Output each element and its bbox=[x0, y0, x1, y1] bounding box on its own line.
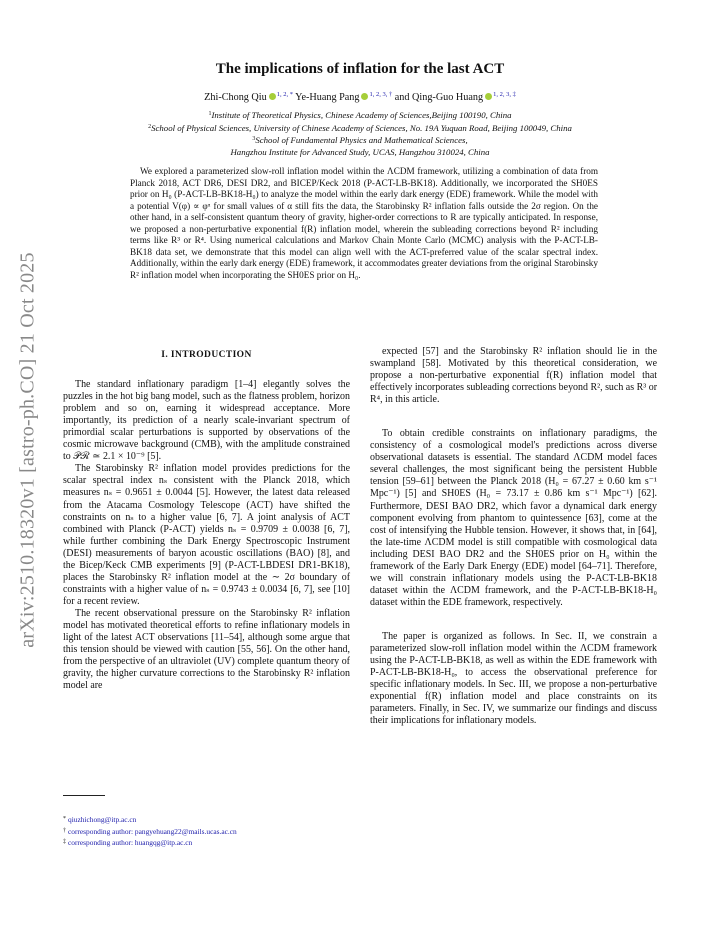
author-affil-marker[interactable]: 1, 2, 3, ‡ bbox=[493, 91, 516, 98]
affiliation-line: $^3$School of Fundamental Physics and Mathematical Sciences, bbox=[252, 135, 468, 146]
section-heading: I. INTRODUCTION bbox=[161, 350, 252, 360]
author-affil-marker[interactable]: 1, 2, * bbox=[276, 91, 293, 98]
body-paragraph: The standard inflationary paradigm [1–4] elegantly solves the puzzles in the hot big bang model, such as the flatness problem, horizon problem and so on, earning it widespread acceptance. More importantly, its prediction of a nearly scale-invariant spectrum of primordial scalar perturbations is supported by observations of the cosmic microwave background (CMB), with the amplitude constrained to 𝒫ℛ ≃ 2.1 × 10⁻⁹ [5]. bbox=[63, 379, 350, 463]
abstract: We explored a parameterized slow-roll inflation model within the ΛCDM framework, utilizing a combination of data from Planck 2018, ACT DR6, DESI DR2, and BICEP/Keck 2018 (P-ACT-LB-BK18). Additionally, we incorporated the SH0ES prior on H₀ (P-ACT-LB-BK18-H₀) to analyze the model within the early dark energy (EDE) framework. While the model with a potential V(φ) ∝ φᵅ for small values of α still fits the data, the Starobinsky R² inflation falls outside the 2σ region. On the other hand, in a self-consistent quantum theory of gravity, higher-order corrections to R are typically anticipated. In response, we proposed a non-perturbative exponential f(R) inflation model, wherein the subleading corrections beyond R² including terms like R³ or R⁴. Using numerical calculations and Markov Chain Monte Carlo (MCMC) analysis with the P-ACT-LB-BK18 data set, we demonstrate that this model can align well with the ACT-preferred value of the scalar spectral index. Additionally, within the early dark energy (EDE) framework, it accommodates greater deviations from the original Starobinsky R² inflation model when incorporating the SH0ES prior on H₀. bbox=[130, 166, 598, 280]
affiliation-line: $^2$School of Physical Sciences, University of Chinese Academy of Sciences, No. 19A Yuquan Road, Beijing 100049, China bbox=[148, 122, 572, 133]
author-conjunction: and bbox=[394, 92, 410, 103]
body-paragraph: The paper is organized as follows. In Sec. II, we constrain a parameterized slow-roll inflation model within the ΛCDM framework using the P-ACT-LB-BK18, as well as within the EDE framework with P-ACT-LB-BK18-H₀, to access the observational preference for specific inflationary models. In Sec. III, we propose a non-perturbative exponential f(R) inflation model and place constraints on its parameters. Finally, in Sec. IV, we summarize our findings and discuss their implications for inflationary models. bbox=[370, 630, 657, 727]
author-name: Ye-Huang Pang bbox=[295, 92, 360, 103]
arxiv-identifier: arXiv:2510.18320v1 [astro-ph.CO] 21 Oct 2025 bbox=[16, 252, 39, 648]
email-link[interactable]: corresponding author: pangyehuang22@mails.ucas.ac.cn bbox=[68, 826, 237, 836]
footnote: † corresponding author: pangyehuang22@mails.ucas.ac.cn bbox=[63, 826, 237, 836]
column-left bbox=[63, 346, 350, 692]
body-paragraph: The recent observational pressure on the Starobinsky R² inflation model has motivated theoretical efforts to refine inflationary models in light of the latest ACT observations [11–54], although some argue that this tension should be viewed with caution [55, 56]. On the other hand, from the perspective of an ultraviolet (UV) complete quantum theory of gravity, the higher curvature corrections to the Starobinsky R² inflation model are bbox=[63, 607, 350, 692]
footnote-rule bbox=[63, 795, 105, 796]
author-name: Qing-Guo Huang bbox=[412, 92, 484, 103]
author-name: Zhi-Chong Qiu bbox=[204, 92, 267, 103]
affiliation-line: Hangzhou Institute for Advanced Study, UCAS, Hangzhou 310024, China bbox=[230, 146, 490, 157]
author-affil-marker[interactable]: 1, 2, 3, † bbox=[369, 91, 393, 98]
body-paragraph: expected [57] and the Starobinsky R² inflation should lie in the swampland [58]. Motivated by this theoretical consideration, we propose a non-perturbative exponential f(R) inflation model that effectively incorporates subleading corrections beyond R², such as R³ or R⁴, in this article. bbox=[370, 346, 657, 406]
paper-title: The implications of inflation for the last ACT bbox=[215, 61, 505, 77]
arxiv-sidebar bbox=[6, 190, 50, 710]
email-link[interactable]: qiuzhichong@itp.ac.cn bbox=[68, 815, 137, 824]
footnotes bbox=[63, 814, 353, 849]
email-link[interactable]: corresponding author: huangqg@itp.ac.cn bbox=[68, 838, 193, 848]
author-list bbox=[0, 91, 720, 103]
footnote: * qiuzhichong@itp.ac.cn bbox=[63, 815, 137, 824]
orcid-icon[interactable] bbox=[361, 93, 368, 100]
footnote: ‡ corresponding author: huangqg@itp.ac.cn bbox=[63, 838, 193, 848]
column-right bbox=[370, 346, 657, 727]
body-paragraph: The Starobinsky R² inflation model provides predictions for the scalar spectral index nₛ consistent with the Planck 2018, which measures nₛ = 0.9651 ± 0.0044 [5]. However, the latest data released from the Atacama Cosmology Telescope (ACT) have shifted the constraints on nₛ to a higher value [6, 7]. A joint analysis of ACT combined with Planck (P-ACT) yields nₛ = 0.9709 ± 0.0038 [6, 7], while further combining the Dark Energy Spectroscopic Instrument (DESI) measurements of baryon acoustic oscillations (BAO) [8], and the Bicep/Keck CMB experiments [9] (P-ACT-LBDESI DR1-BK18), places the Starobinsky R² inflation model at the ∼ 2σ boundary of constraints with a higher value of nₛ = 0.9743 ± 0.0034 [6, 7], see [10] for a recent review. bbox=[63, 463, 350, 607]
orcid-icon[interactable] bbox=[485, 93, 492, 100]
body-paragraph: To obtain credible constraints on inflationary paradigms, the consistency of a cosmological model's predictions across diverse observational datasets is essential. The standard ΛCDM model faces several challenges, the most significant being the persistent Hubble tension [59–61] between the Planck 2018 (H₀ = 67.27 ± 0.60 km s⁻¹ Mpc⁻¹) [5] and SH0ES (H₀ = 73.17 ± 0.86 km s⁻¹ Mpc⁻¹) [62]. Furthermore, DESI BAO DR2, which favor a dynamical dark energy component evolving from phantom to quintessence [63], come at the cost of intensifying the Hubble tension. However, it shows that, in [64], the late-time ΛCDM model is still compatible with cosmological data including DESI BAO DR2 and the SH0ES prior on H₀ within the framework of the Early Dark Energy (EDE) model [64–71]. Therefore, we will constrain inflationary models using the P-ACT-LB-BK18 dataset within the ΛCDM framework, and the P-ACT-LB-BK18-H₀ dataset within the EDE framework, respectively. bbox=[370, 428, 657, 608]
affiliation-line: $^1$Institute of Theoretical Physics, Chinese Academy of Sciences,Beijing 100190, China bbox=[208, 110, 512, 120]
orcid-icon[interactable] bbox=[269, 93, 276, 100]
affiliations bbox=[0, 109, 720, 158]
